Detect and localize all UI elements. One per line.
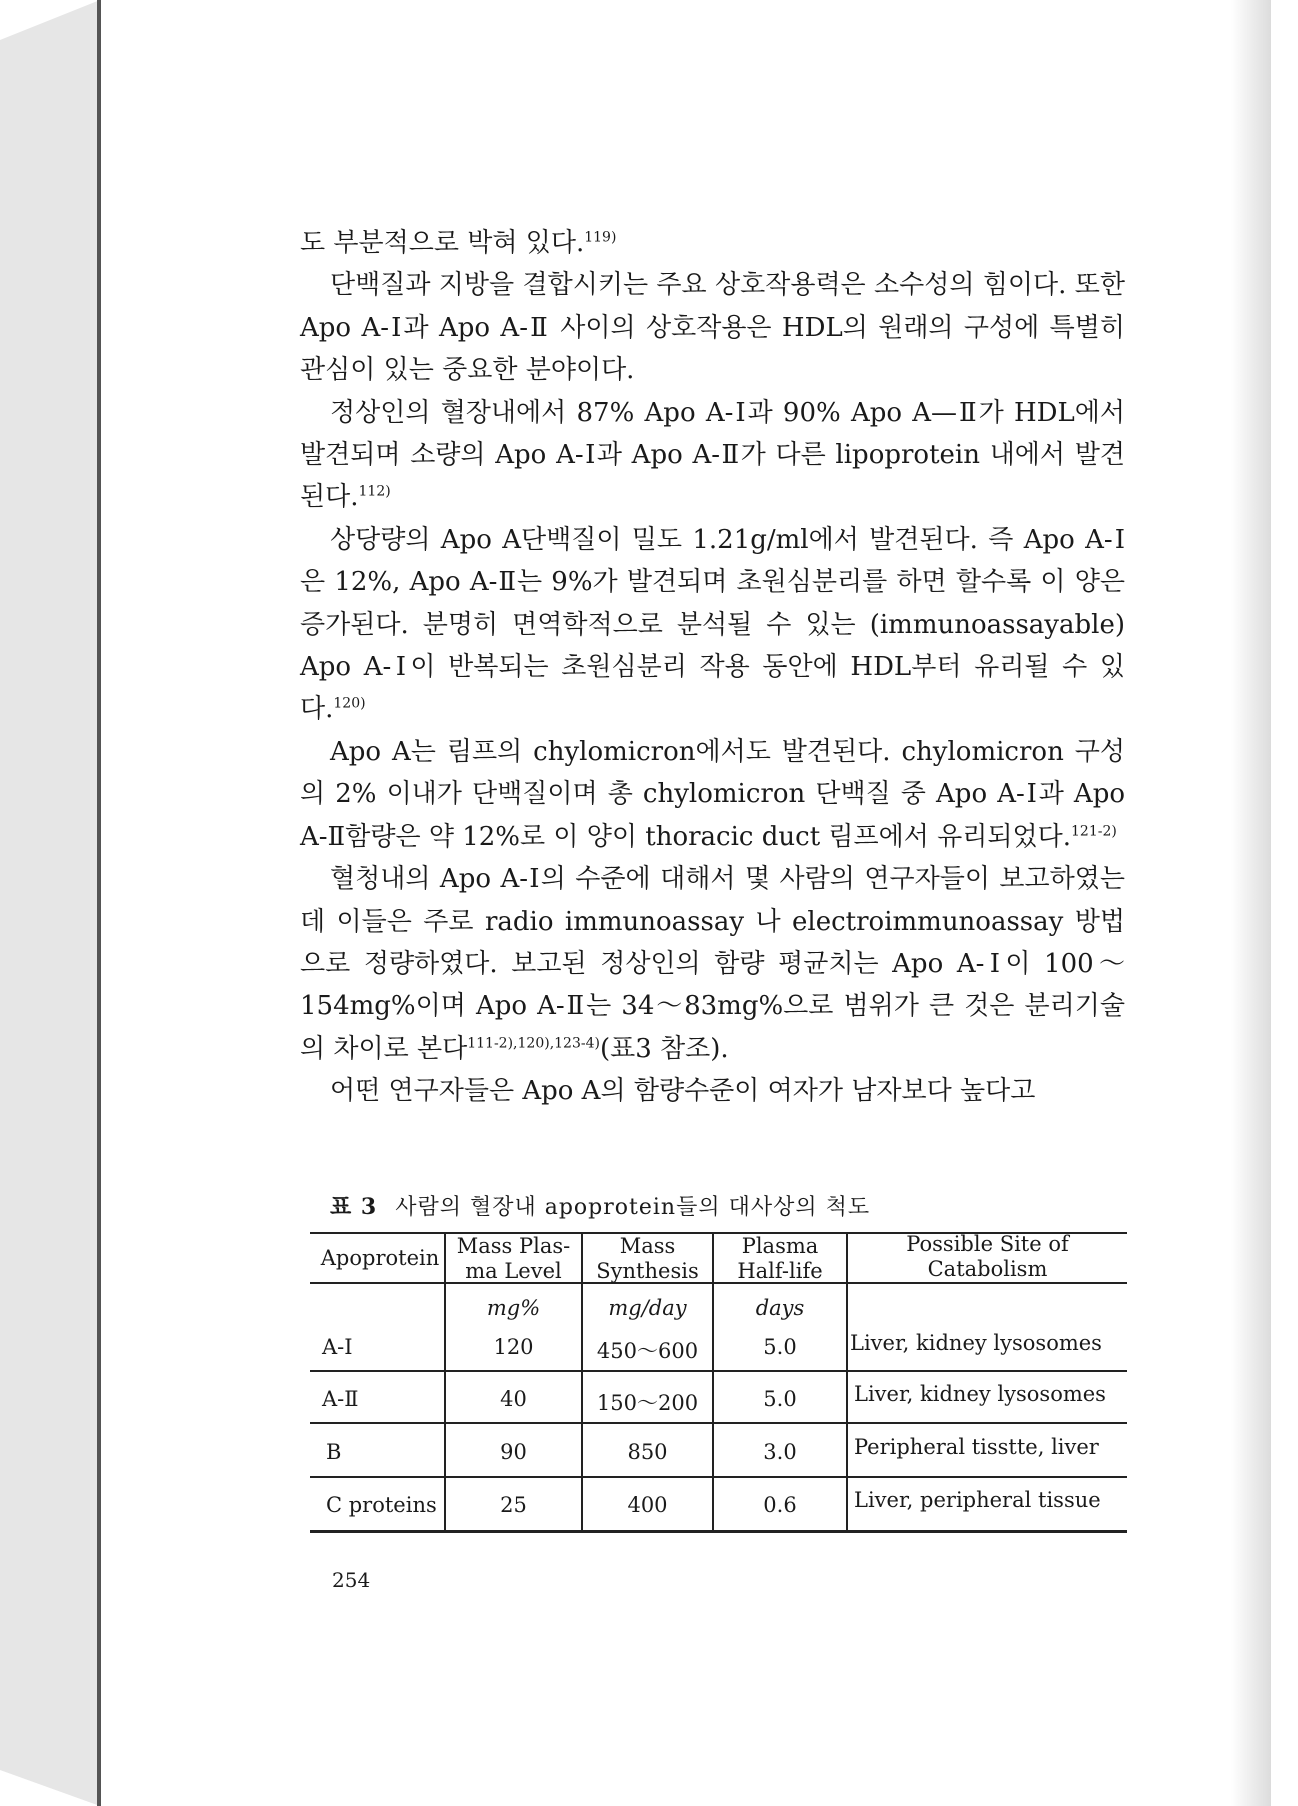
table-cell: Peripheral tisstte, liver [854,1435,1099,1459]
reference-superscript: 121-2) [1071,823,1117,840]
table-row-rule [310,1476,1127,1478]
table-cell: 120 [493,1335,534,1359]
page-number: 254 [332,1568,371,1592]
reference-superscript: 119) [584,229,617,246]
table-cell: 5.0 [763,1387,797,1411]
table-header-cell: Apoprotein [320,1246,440,1270]
paragraph: 상당량의 Apo A단백질이 밀도 1.21g/ml에서 발견된다. 즉 Apo A-Ⅰ은 12%, Apo A-Ⅱ는 9%가 발견되며 초원심분리를 하면 할수록 이 양은 증가된다. 분명히 면역학적으로 분석될 수 있는 (immunoassayable) Apo A-Ⅰ이 반복되는 초원심분리 작용 동안에 HDL부터 유리될 수 있다.$^{120)}$ [300,524,1125,725]
reference-superscript: 112) [358,483,391,500]
table-cell: 0.6 [763,1493,797,1517]
reference-superscript: 111-2),120),123-4) [467,1035,600,1052]
table-cell: 850 [627,1440,668,1464]
table-header-cell: Mass Synthesis [596,1234,699,1283]
body-text [300,222,1125,1113]
table-cell: Liver, kidney lysosomes [850,1331,1102,1355]
table-row-rule [310,1370,1127,1372]
unit-label: days [755,1296,805,1320]
table-cell: B [326,1440,342,1464]
table-cell: 40 [500,1387,527,1411]
reference-superscript: 120) [333,695,366,712]
paragraph: 혈청내의 Apo A-Ⅰ의 수준에 대해서 몇 사람의 연구자들이 보고하였는 데 이들은 주로 radio immunoassay 나 electroimmunoassay 방법으로 정량하였다. 보고된 정상인의 함량 평균치는 Apo A-Ⅰ이 100～154mg%이며 Apo A-Ⅱ는 34～83mg%으로 범위가 큰 것은 분리기술의 차이로 본다$^{111-2),120),123-4)}$(표3 참조). [300,864,1125,1064]
paragraph: Apo A는 림프의 chylomicron에서도 발견된다. chylomicron 구성의 2% 이내가 단백질이며 총 chylomicron 단백질 중 Apo A-Ⅰ과 Apo A-Ⅱ함량은 약 12%로 이 양이 thoracic duct 림프에서 유리되었다.$^{121-2)}$ [300,736,1125,852]
table-cell: 5.0 [763,1335,797,1359]
unit-label: mg/day [608,1296,687,1320]
table-cell: 25 [500,1493,527,1517]
table-cell: A-Ⅱ [322,1387,359,1411]
table-row-rule [310,1422,1127,1424]
table-cell: Liver, kidney lysosomes [854,1382,1106,1406]
table-cell: C proteins [326,1493,437,1517]
table-header-cell: Mass Plas- ma Level [456,1234,571,1283]
table-cell: 450～600 [596,1339,699,1363]
table-title: 사람의 혈장내 apoprotein들의 대사상의 척도 [395,1195,871,1220]
table-caption [330,1190,870,1221]
table-bottom-rule [310,1530,1127,1533]
page-edge-shadow [1231,0,1271,1806]
paragraph: 도 부분적으로 박혀 있다.$^{119)}$ [300,228,617,258]
table-cell: 90 [500,1440,527,1464]
table-cell: Liver, peripheral tissue [854,1488,1101,1512]
paragraph: 어떤 연구자들은 Apo A의 함량수준이 여자가 남자보다 높다고 [330,1076,1036,1107]
table-header-cell: Possible Site of Catabolism [906,1232,1069,1281]
paragraph: 단백질과 지방을 결합시키는 주요 상호작용력은 소수성의 힘이다. 또한 Apo A-Ⅰ과 Apo A-Ⅱ 사이의 상호작용은 HDL의 원래의 구성에 특별히 관심이 있는 중요한 분야이다. [300,270,1125,386]
table-cell: 3.0 [763,1440,797,1464]
table-cell: A-Ⅰ [322,1335,353,1359]
table-header-cell: Plasma Half-life [737,1234,823,1283]
book-spine [0,0,100,1806]
paragraph: 정상인의 혈장내에서 87% Apo A-Ⅰ과 90% Apo A—Ⅱ가 HDL에서 발견되며 소량의 Apo A-Ⅰ과 Apo A-Ⅱ가 다른 lipoprotein 내에서 발견된다.$^{112)}$ [300,397,1125,513]
table-cell: 400 [627,1493,668,1517]
table-cell: 150～200 [596,1391,699,1415]
unit-label: mg% [486,1296,541,1320]
table-number: 표 3 [330,1194,378,1220]
